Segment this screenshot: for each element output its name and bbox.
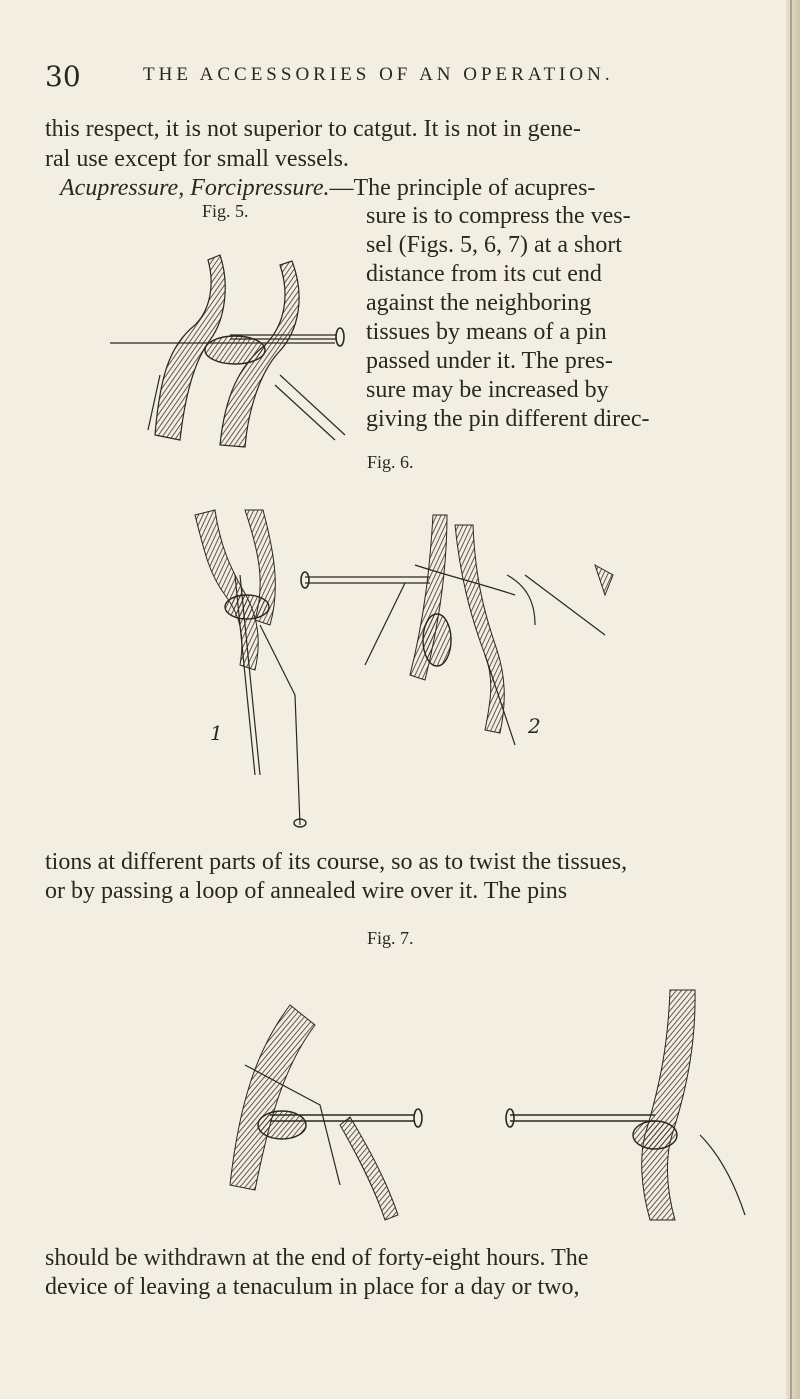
fig7-illustration bbox=[200, 985, 790, 1230]
body-line: tissues by means of a pin bbox=[366, 319, 607, 345]
body-line: sel (Figs. 5, 6, 7) at a short bbox=[366, 232, 622, 258]
body-line: should be withdrawn at the end of forty-eight hours. The bbox=[45, 1245, 589, 1271]
fig5-caption: Fig. 5. bbox=[202, 201, 249, 221]
fig7-caption: Fig. 7. bbox=[367, 928, 414, 948]
fig6-illustration bbox=[185, 505, 645, 835]
page-number: 30 bbox=[45, 60, 81, 93]
section-heading: Acupressure, Forcipressure. bbox=[60, 175, 330, 201]
fig6-label-2: 2 bbox=[528, 714, 541, 738]
body-line: or by passing a loop of annealed wire over it. The pins bbox=[45, 878, 568, 904]
body-line: against the neighboring bbox=[366, 290, 592, 316]
body-line: tions at different parts of its course, so as to twist the tissues, bbox=[45, 849, 628, 875]
fig6-label-1: 1 bbox=[210, 721, 223, 745]
body-line: passed under it. The pres- bbox=[366, 348, 613, 374]
body-line: ral use except for small vessels. bbox=[45, 146, 349, 172]
body-line: sure is to compress the ves- bbox=[366, 203, 631, 229]
body-line: this respect, it is not superior to catgut. It is not in gene- bbox=[45, 116, 581, 142]
fig5-illustration bbox=[100, 225, 360, 455]
page-header bbox=[45, 58, 745, 98]
body-line: giving the pin different direc- bbox=[366, 406, 650, 432]
body-line: device of leaving a tenaculum in place for a day or two, bbox=[45, 1274, 580, 1300]
body-line: distance from its cut end bbox=[366, 261, 602, 287]
fig6-caption: Fig. 6. bbox=[367, 452, 414, 472]
section-heading-line bbox=[60, 176, 595, 200]
running-head: THE ACCESSORIES OF AN OPERATION. bbox=[143, 64, 614, 85]
body-text: —The principle of acupres- bbox=[329, 175, 596, 201]
body-line: sure may be increased by bbox=[366, 377, 609, 403]
